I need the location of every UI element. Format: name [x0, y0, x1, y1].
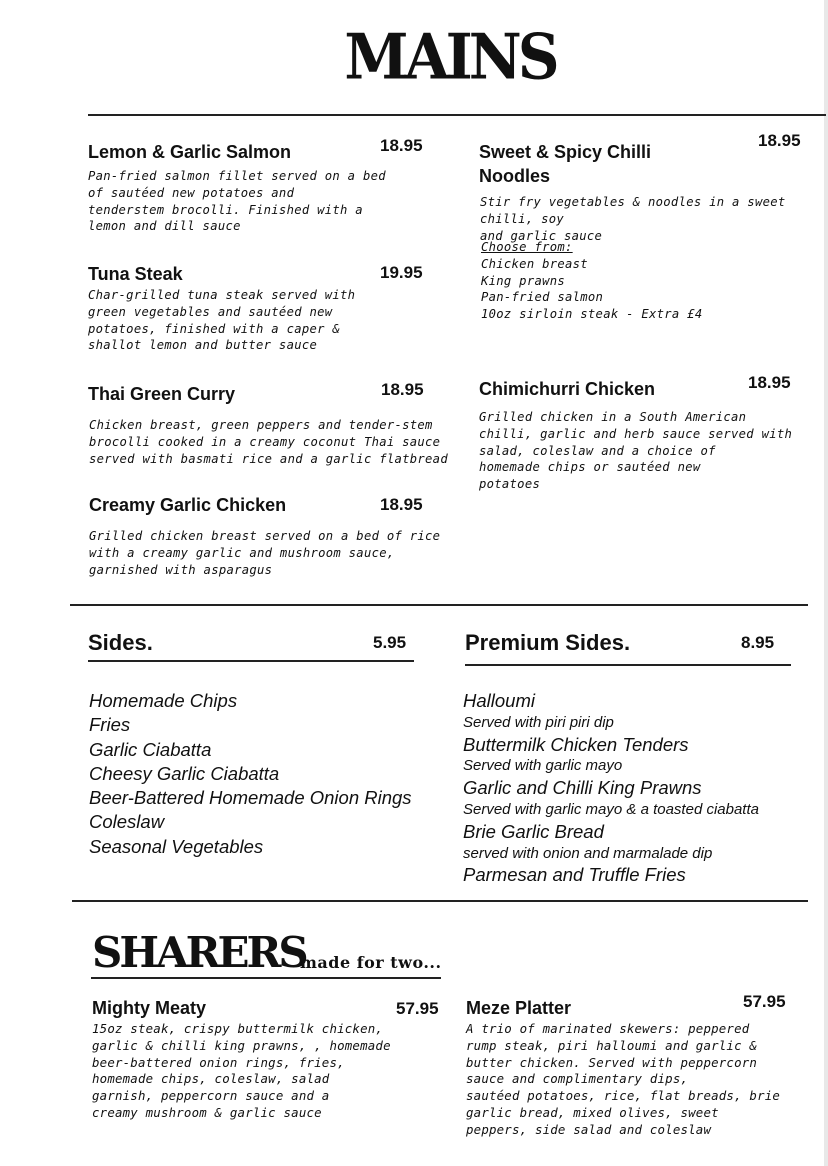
premium-sides-price: 8.95 — [741, 633, 775, 652]
sharer-price: 57.95 — [743, 992, 786, 1011]
premium-side-note: Served with garlic mayo — [463, 757, 623, 775]
dish-name: Thai Green Curry — [88, 384, 236, 404]
dish-name: Sweet & Spicy Chilli Noodles — [479, 142, 652, 186]
dish-name: Chimichurri Chicken — [479, 379, 656, 399]
side-item: Coleslaw — [89, 811, 165, 833]
section-divider — [72, 900, 808, 902]
page-edge-shadow — [824, 0, 828, 1166]
side-item: Cheesy Garlic Ciabatta — [89, 762, 280, 784]
choose-from-label: Choose from: — [481, 240, 573, 254]
dish-price: 18.95 — [380, 495, 423, 514]
dish-description: Chicken breast, green peppers and tender-stem brocolli cooked in a creamy coconut Thai sauce served with basmati rice and a garlic flatbread — [89, 418, 448, 466]
sides-title: Sides. — [88, 630, 153, 655]
premium-sides-list — [463, 690, 759, 886]
choice-item: 10oz sirloin steak - Extra £4 — [481, 307, 703, 322]
choice-item: Chicken breast — [481, 256, 588, 271]
mains-title: MAINS — [344, 20, 556, 94]
dish-name: Tuna Steak — [88, 264, 183, 284]
sharer-price: 57.95 — [396, 999, 439, 1018]
dish-description: Grilled chicken breast served on a bed of rice with a creamy garlic and mushroom sauce, garnished with asparagus — [89, 529, 441, 577]
premium-side-note: Served with garlic mayo & a toasted ciabatta — [463, 800, 759, 818]
premium-side-item: Halloumi — [463, 690, 535, 711]
dish-price: 18.95 — [380, 136, 423, 155]
choice-item: King prawns — [481, 273, 566, 288]
sharer-name: Mighty Meaty — [92, 998, 207, 1018]
side-item: Seasonal Vegetables — [89, 835, 264, 857]
premium-side-item: Brie Garlic Bread — [463, 820, 604, 842]
premium-side-note: served with onion and marmalade dip — [463, 844, 713, 862]
dish-price: 19.95 — [380, 263, 423, 282]
premium-side-note: Served with piri piri dip — [463, 713, 614, 731]
sharers-underline — [91, 977, 441, 979]
side-item: Fries — [89, 714, 131, 736]
premium-sides-title: Premium Sides. — [465, 630, 631, 655]
sides-list — [89, 689, 412, 859]
sharer-description: 15oz steak, crispy buttermilk chicken, garlic & chilli king prawns, , homemade beer-battered onion rings, fries, homemade chips, coleslaw, salad garnish, peppercorn sauce and a creamy mushroom & garlic sauce — [92, 1021, 391, 1120]
dish-description: Pan-fried salmon fillet served on a bed of sautéed new potatoes and tenderstem brocolli. Finished with a lemon and dill sauce — [88, 169, 386, 234]
dish-name: Lemon & Garlic Salmon — [88, 142, 292, 162]
section-divider — [70, 604, 808, 606]
choice-list — [481, 239, 703, 323]
sides-underline — [88, 660, 414, 662]
sharer-name: Meze Platter — [466, 998, 572, 1018]
sides-price: 5.95 — [373, 633, 407, 652]
dish-price: 18.95 — [381, 380, 424, 399]
dish-description: Stir fry vegetables & noodles in a sweet chilli, soy and garlic sauce — [480, 195, 786, 243]
dish-description: Char-grilled tuna steak served with green vegetables and sautéed new potatoes, finished with a caper & shallot lemon and butter sauce — [88, 288, 356, 353]
dish-price: 18.95 — [758, 131, 801, 150]
dish-name: Creamy Garlic Chicken — [89, 495, 287, 515]
choice-item: Pan-fried salmon — [481, 290, 604, 305]
mains-divider — [88, 114, 826, 116]
side-item: Garlic Ciabatta — [89, 738, 212, 760]
premium-sides-underline — [465, 664, 791, 666]
sharers-title: SHARERS — [92, 928, 306, 977]
premium-side-item: Garlic and Chilli King Prawns — [463, 777, 702, 799]
sharer-description: A trio of marinated skewers: peppered rump steak, piri halloumi and garlic & butter chicken. Served with peppercorn sauce and complimentary dips, sautéed potatoes, rice, flat breads, brie garlic bread, mixed olives, sweet peppers, side salad and coleslaw — [466, 1021, 781, 1137]
dish-price: 18.95 — [748, 373, 791, 392]
side-item: Beer-Battered Homemade Onion Rings — [89, 787, 412, 809]
sharers-subtitle: made for two... — [300, 953, 442, 972]
dish-description: Grilled chicken in a South American chilli, garlic and herb sauce served with salad, coleslaw and a choice of homemade chips or sautéed new potatoes — [479, 410, 793, 492]
premium-side-item: Buttermilk Chicken Tenders — [463, 733, 689, 755]
premium-side-item: Parmesan and Truffle Fries — [463, 864, 686, 886]
side-item: Homemade Chips — [89, 690, 238, 711]
